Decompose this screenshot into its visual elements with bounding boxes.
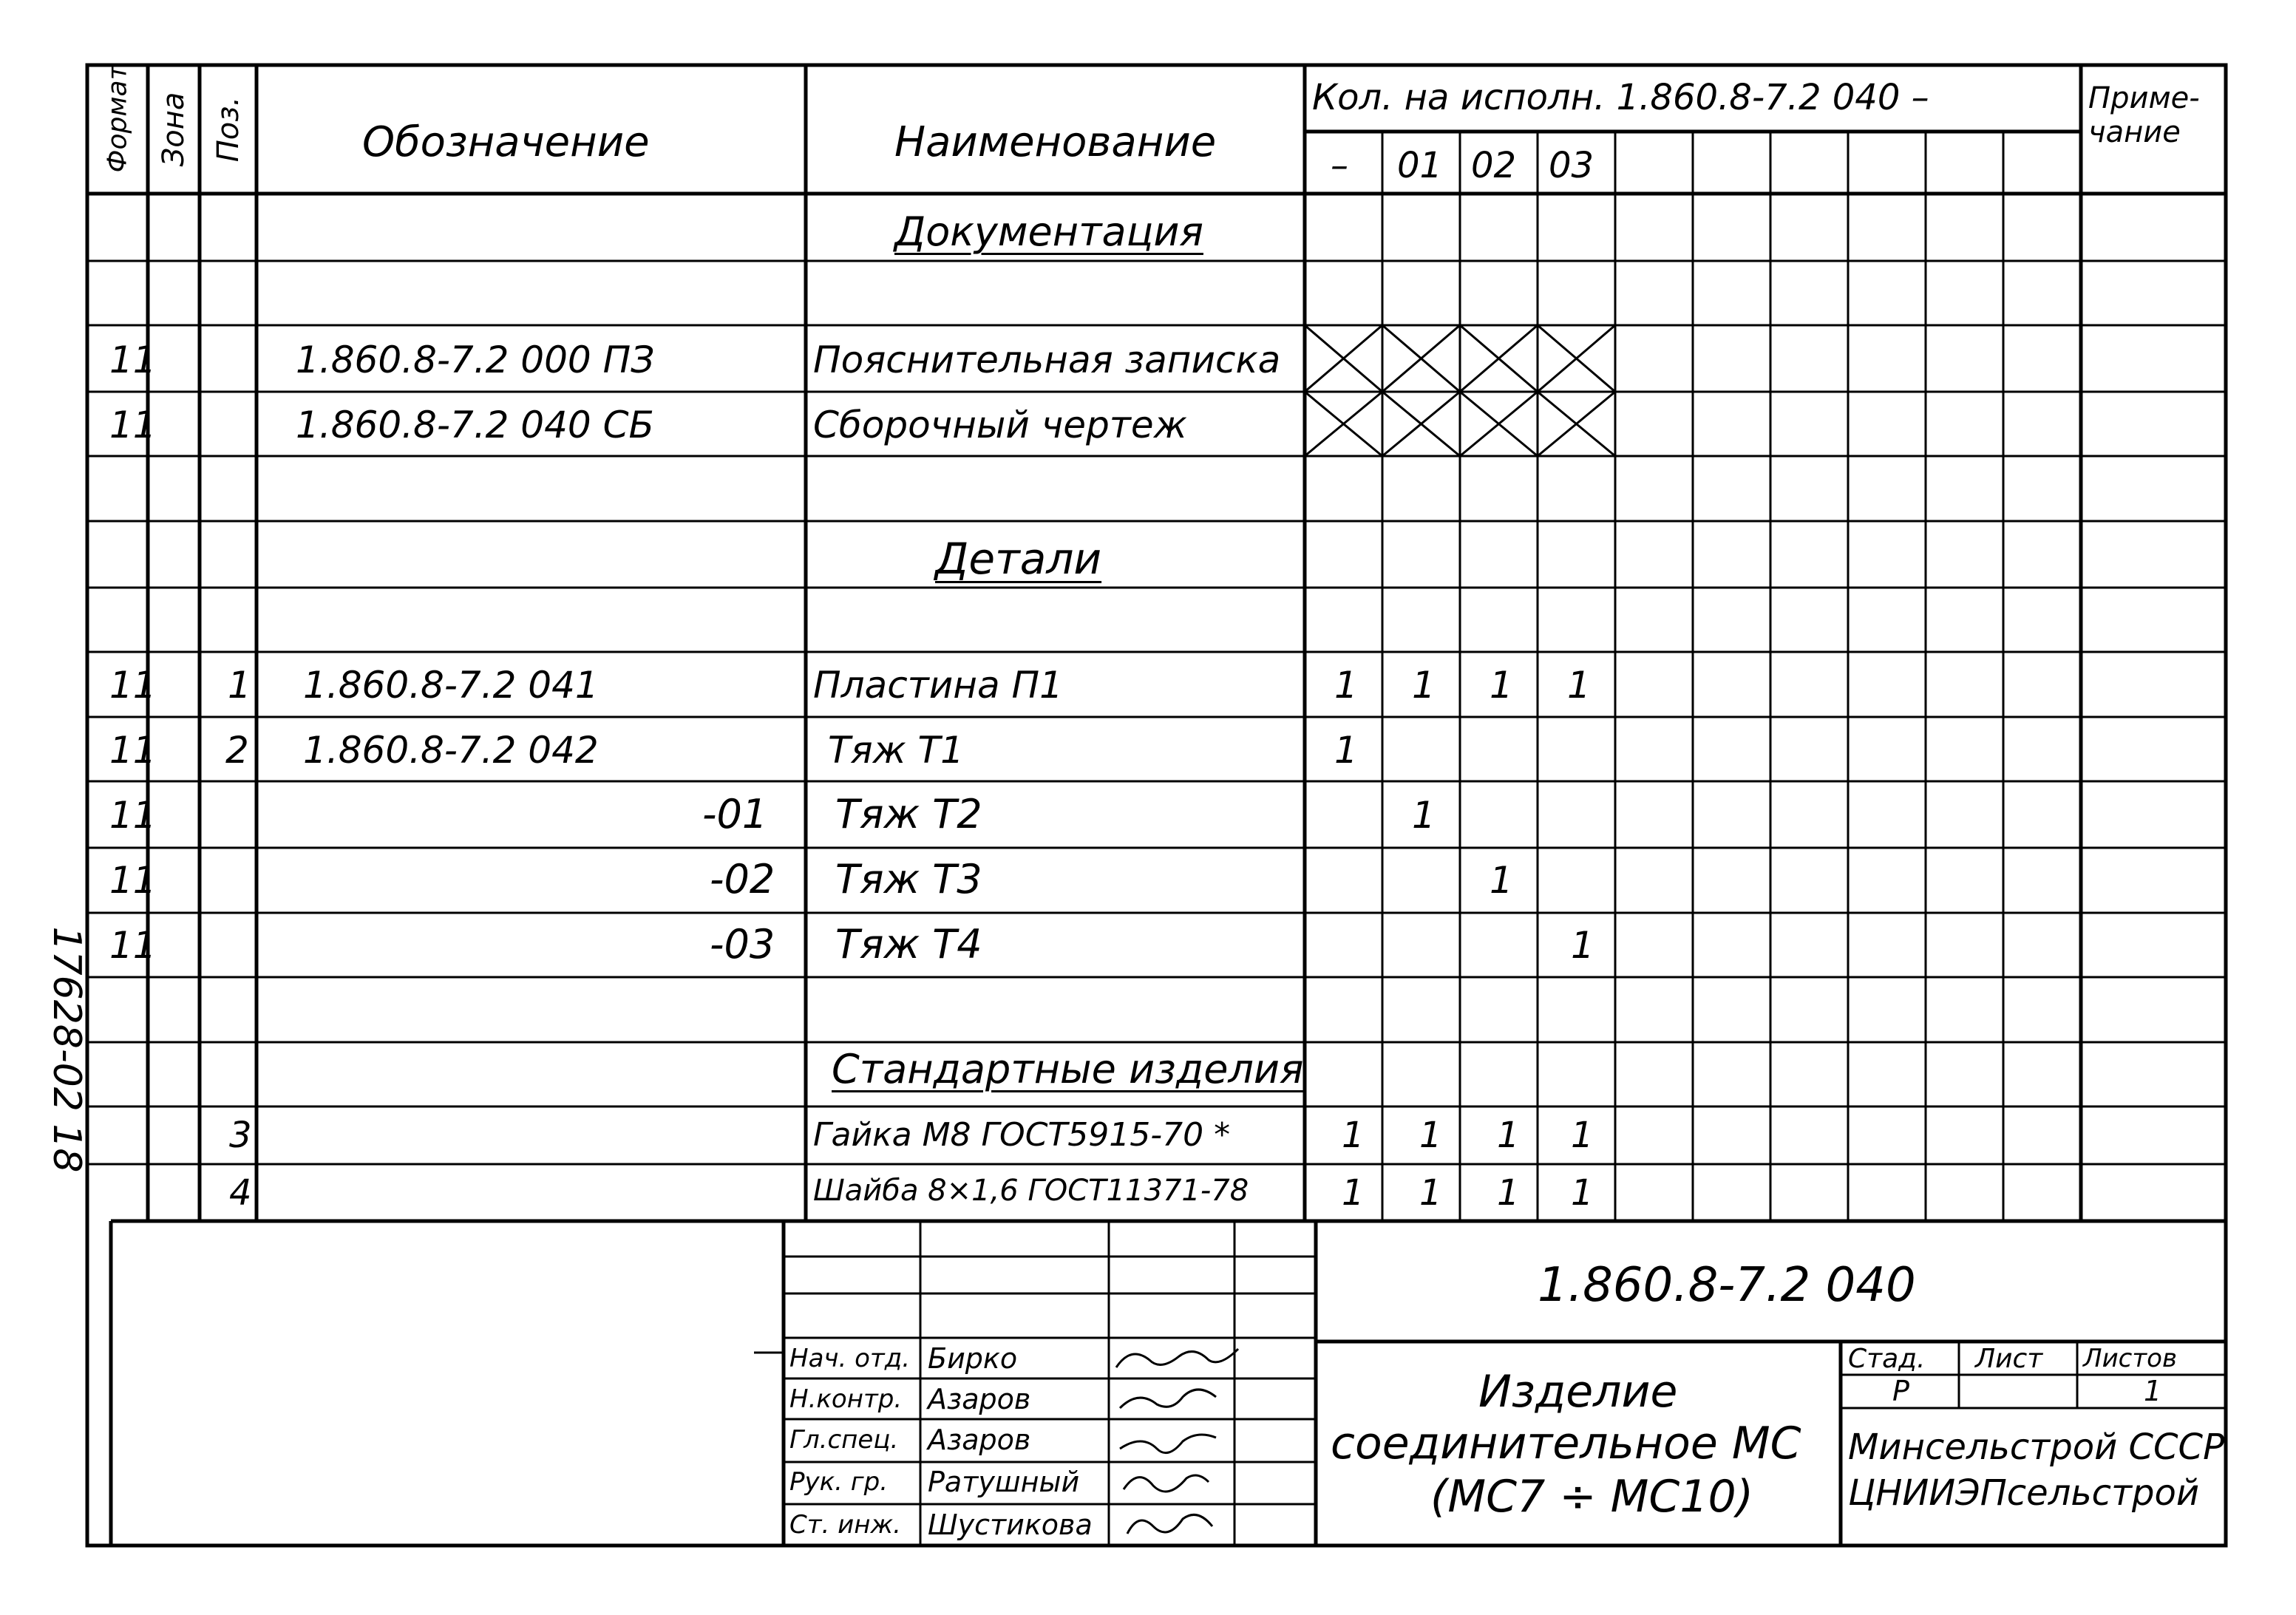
product-title-line1: Изделие bbox=[1478, 1366, 1678, 1418]
header-variant-1: 01 bbox=[1397, 145, 1443, 186]
row-qty: 1 bbox=[1490, 664, 1513, 707]
row-qty: 1 bbox=[1497, 1172, 1520, 1214]
row-pos: 2 bbox=[225, 729, 249, 772]
row-pos: 4 bbox=[229, 1172, 252, 1214]
row-format: 11 bbox=[109, 794, 157, 837]
signature-role: Н.контр. bbox=[789, 1384, 903, 1414]
stage-value: Р bbox=[1892, 1375, 1909, 1407]
sheet-label: Лист bbox=[1975, 1344, 2043, 1374]
row-qty: 1 bbox=[1571, 924, 1594, 967]
row-designation: -03 bbox=[710, 921, 775, 968]
row-name: Гайка М8 ГОСТ5915-70 * bbox=[813, 1116, 1231, 1154]
doc-number: 1.860.8-7.2 040 bbox=[1538, 1258, 1916, 1313]
side-stamp: 17628-02 18 bbox=[44, 926, 89, 1173]
header-zone: Зона bbox=[157, 92, 191, 167]
row-format: 11 bbox=[109, 924, 157, 967]
row-qty: 1 bbox=[1567, 664, 1591, 707]
row-pos: 3 bbox=[229, 1115, 252, 1156]
row-format: 11 bbox=[109, 339, 157, 381]
header-format: Формат bbox=[102, 64, 133, 173]
stage-label: Стад. bbox=[1848, 1344, 1926, 1374]
header-variant-0: – bbox=[1331, 145, 1348, 186]
row-format: 11 bbox=[109, 859, 157, 902]
row-qty: 1 bbox=[1342, 1115, 1365, 1156]
row-name: Пояснительная записка bbox=[813, 339, 1281, 381]
header-pos: Поз. bbox=[211, 96, 245, 163]
organization-line2: ЦНИИЭПсельстрой bbox=[1848, 1472, 2200, 1514]
signature-name: Азаров bbox=[928, 1424, 1031, 1456]
row-designation: -01 bbox=[702, 791, 768, 837]
row-qty: 1 bbox=[1334, 729, 1358, 772]
signature-role: Гл.спец. bbox=[789, 1425, 899, 1455]
organization-line1: Минсельстрой СССР bbox=[1848, 1427, 2225, 1468]
row-name: Пластина П1 bbox=[813, 664, 1063, 707]
row-designation: 1.860.8-7.2 000 ПЗ bbox=[296, 339, 655, 381]
signature-role: Нач. отд. bbox=[789, 1344, 911, 1373]
section-details: Детали bbox=[935, 534, 1102, 584]
header-variant-2: 02 bbox=[1471, 145, 1517, 186]
header-variant-3: 03 bbox=[1549, 145, 1594, 186]
row-qty: 1 bbox=[1419, 1172, 1442, 1214]
section-documentation: Документация bbox=[894, 208, 1203, 255]
sheets-label: Листов bbox=[2083, 1344, 2178, 1373]
product-title-line3: (МС7 ÷ МС10) bbox=[1430, 1471, 1754, 1523]
row-designation: 1.860.8-7.2 040 СБ bbox=[296, 404, 654, 446]
row-name: Тяж Т4 bbox=[835, 921, 982, 968]
header-note: Приме- чание bbox=[2088, 81, 2200, 149]
signature-name: Бирко bbox=[928, 1342, 1018, 1375]
signature-name: Азаров bbox=[928, 1383, 1031, 1415]
header-designation: Обозначение bbox=[362, 118, 650, 166]
row-designation: 1.860.8-7.2 042 bbox=[303, 729, 599, 772]
row-format: 11 bbox=[109, 729, 157, 772]
row-name: Шайба 8×1,6 ГОСТ11371-78 bbox=[813, 1174, 1249, 1208]
row-name: Сборочный чертеж bbox=[813, 404, 1187, 446]
signature-role: Рук. гр. bbox=[789, 1467, 889, 1497]
sheets-value: 1 bbox=[2144, 1375, 2162, 1407]
row-format: 11 bbox=[109, 664, 157, 707]
row-name: Тяж Т2 bbox=[835, 791, 982, 837]
row-qty: 1 bbox=[1419, 1115, 1442, 1156]
row-designation: 1.860.8-7.2 041 bbox=[303, 664, 599, 707]
row-qty: 1 bbox=[1412, 794, 1436, 837]
row-qty: 1 bbox=[1490, 859, 1513, 902]
row-qty: 1 bbox=[1342, 1172, 1365, 1214]
signature-name: Ратушный bbox=[928, 1466, 1080, 1498]
row-qty: 1 bbox=[1497, 1115, 1520, 1156]
section-standard: Стандартные изделия bbox=[832, 1046, 1304, 1092]
row-qty: 1 bbox=[1571, 1172, 1594, 1214]
row-designation: -02 bbox=[710, 856, 775, 902]
row-qty: 1 bbox=[1334, 664, 1358, 707]
row-name: Тяж Т1 bbox=[828, 729, 964, 772]
header-qty-title: Кол. на исполн. 1.860.8-7.2 040 – bbox=[1312, 77, 1929, 118]
signature-role: Ст. инж. bbox=[789, 1510, 901, 1540]
row-name: Тяж Т3 bbox=[835, 856, 982, 902]
signature-name: Шустикова bbox=[928, 1509, 1093, 1541]
row-qty: 1 bbox=[1571, 1115, 1594, 1156]
header-name: Наименование bbox=[894, 118, 1217, 166]
row-pos: 1 bbox=[228, 664, 251, 707]
row-format: 11 bbox=[109, 404, 157, 446]
product-title-line2: соединительное МС bbox=[1331, 1418, 1801, 1469]
row-qty: 1 bbox=[1412, 664, 1436, 707]
